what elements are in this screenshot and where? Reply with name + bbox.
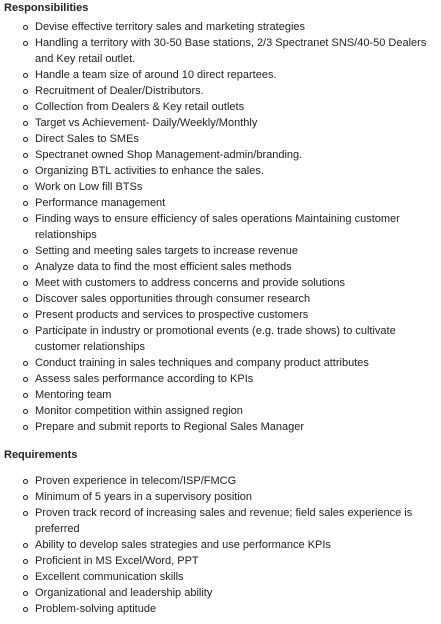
list-item: Excellent communication skills — [35, 569, 437, 585]
list-item: Discover sales opportunities through consumer research — [35, 291, 437, 307]
list-item: Performance management — [35, 195, 437, 211]
responsibilities-heading: Responsibilities — [4, 2, 89, 14]
list-item: Handling a territory with 30-50 Base stations, 2/3 Spectranet SNS/40-50 Dealers and Key retail outlet. — [35, 35, 437, 67]
list-item: Mentoring team — [35, 387, 437, 403]
requirements-heading: Requirements — [4, 449, 78, 461]
list-item: Meet with customers to address concerns and provide solutions — [35, 275, 437, 291]
list-item: Prepare and submit reports to Regional Sales Manager — [35, 419, 437, 435]
list-item: Organizational and leadership ability — [35, 585, 437, 601]
list-item: Analyze data to find the most efficient sales methods — [35, 259, 437, 275]
list-item: Minimum of 5 years in a supervisory position — [35, 489, 437, 505]
list-item: Finding ways to ensure efficiency of sales operations Maintaining customer relationships — [35, 211, 437, 243]
list-item: Monitor competition within assigned region — [35, 403, 437, 419]
list-item: Organizing BTL activities to enhance the sales. — [35, 163, 437, 179]
list-item: Proficient in MS Excel/Word, PPT — [35, 553, 437, 569]
list-item: Target vs Achievement- Daily/Weekly/Monthly — [35, 115, 437, 131]
list-item: Handle a team size of around 10 direct repartees. — [35, 67, 437, 83]
list-item: Direct Sales to SMEs — [35, 131, 437, 147]
list-item: Recruitment of Dealer/Distributors. — [35, 83, 437, 99]
list-item: Devise effective territory sales and marketing strategies — [35, 19, 437, 35]
list-item: Proven experience in telecom/ISP/FMCG — [35, 473, 437, 489]
list-item: Spectranet owned Shop Management-admin/branding. — [35, 147, 437, 163]
list-item: Proven track record of increasing sales and revenue; field sales experience is preferred — [35, 505, 437, 537]
responsibilities-list — [4, 19, 437, 435]
list-item: Problem-solving aptitude — [35, 601, 437, 617]
list-item: Present products and services to prospective customers — [35, 307, 437, 323]
list-item: Conduct training in sales techniques and company product attributes — [35, 355, 437, 371]
requirements-list — [4, 473, 437, 617]
list-item: Ability to develop sales strategies and use performance KPIs — [35, 537, 437, 553]
list-item: Work on Low fill BTSs — [35, 179, 437, 195]
list-item: Assess sales performance according to KPIs — [35, 371, 437, 387]
list-item: Collection from Dealers & Key retail outlets — [35, 99, 437, 115]
list-item: Setting and meeting sales targets to increase revenue — [35, 243, 437, 259]
list-item: Participate in industry or promotional events (e.g. trade shows) to cultivate customer relationships — [35, 323, 437, 355]
